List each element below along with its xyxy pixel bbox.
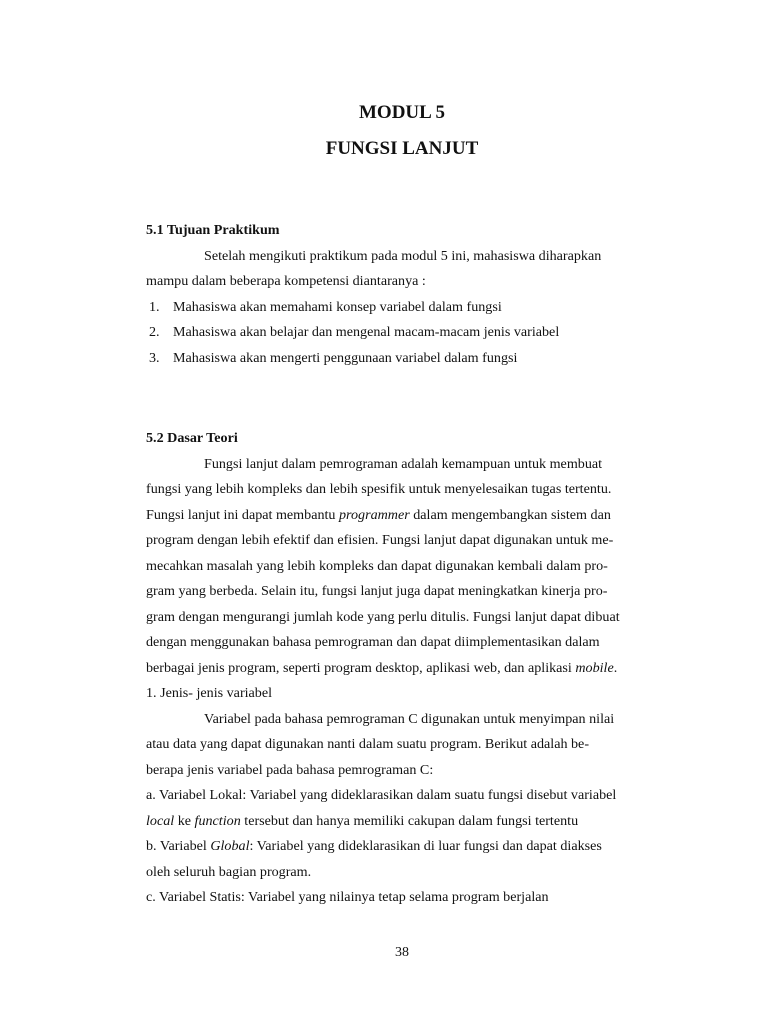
variable-global-line-2: oleh seluruh bagian program. [146, 863, 312, 880]
variable-local-line-1: a. Variabel Lokal: Variabel yang dideklarasikan dalam suatu fungsi disebut variabel [146, 787, 617, 803]
term-function: function [194, 812, 241, 829]
term-global: Global [210, 838, 250, 854]
theory-line-8: dengan menggunakan bahasa pemrograman dan dapat diimplementasikan dalam [146, 634, 600, 650]
list-item [146, 320, 658, 346]
list-text: Mahasiswa akan belajar dan mengenal macam-macam jenis variabel [173, 324, 560, 340]
variable-local-line-2: local ke function tersebut dan hanya memiliki cakupan dalam fungsi tertentu [146, 812, 579, 829]
list-text: Mahasiswa akan mengerti penggunaan variabel dalam fungsi [173, 349, 518, 366]
intro-line-1: Setelah mengikuti praktikum pada modul 5 ini, mahasiswa diharapkan [204, 247, 602, 264]
subheading-jenis-variabel: 1. Jenis- jenis variabel [146, 685, 273, 701]
theory-line-6: gram yang berbeda. Selain itu, fungsi lanjut juga dapat meningkatkan kinerja pro- [146, 583, 608, 599]
variable-line-3: berapa jenis variabel pada bahasa pemrograman C: [146, 761, 434, 778]
theory-line-1: Fungsi lanjut dalam pemrograman adalah kemampuan untuk membuat [204, 455, 603, 472]
list-text: Mahasiswa akan memahami konsep variabel dalam fungsi [173, 298, 502, 315]
variable-line-2: atau data yang dapat digunakan nanti dalam suatu program. Berikut adalah be- [146, 736, 590, 752]
term-programmer: programmer [338, 506, 410, 523]
module-title: FUNGSI LANJUT [325, 138, 479, 159]
page-body [146, 218, 658, 911]
list-number: 1. [149, 298, 160, 315]
term-local: local [146, 812, 175, 829]
variable-static-line-1: c. Variabel Statis: Variabel yang nilainya tetap selama program berjalan [146, 889, 549, 905]
section-spacer [146, 371, 658, 426]
theory-line-7: gram dengan mengurangi jumlah kode yang perlu ditulis. Fungsi lanjut dapat dibuat [146, 608, 620, 625]
list-number: 2. [149, 324, 160, 340]
theory-line-3: Fungsi lanjut ini dapat membantu programmer dalam mengembangkan sistem dan [146, 506, 611, 523]
module-number: MODUL 5 [358, 102, 446, 123]
section-heading-tujuan: 5.1 Tujuan Praktikum [146, 222, 280, 238]
variable-global-line-1: b. Variabel Global: Variabel yang dideklarasikan di luar fungsi dan dapat diakses [146, 838, 602, 854]
theory-line-9: berbagai jenis program, seperti program desktop, aplikasi web, dan aplikasi mobile. [146, 659, 618, 676]
list-number: 3. [149, 349, 160, 366]
page-number: 38 [395, 945, 409, 960]
list-item [146, 295, 658, 321]
theory-line-2: fungsi yang lebih kompleks dan lebih spesifik untuk menyelesaikan tugas tertentu. [146, 481, 612, 497]
term-mobile: mobile [575, 659, 614, 676]
intro-line-2: mampu dalam beberapa kompetensi diantaranya : [146, 273, 426, 289]
list-item [146, 346, 658, 372]
theory-line-5: mecahkan masalah yang lebih kompleks dan dapat digunakan kembali dalam pro- [146, 557, 608, 574]
variable-line-1: Variabel pada bahasa pemrograman C digunakan untuk menyimpan nilai [204, 710, 615, 727]
theory-line-4: program dengan lebih efektif dan efisien. Fungsi lanjut dapat digunakan untuk me- [146, 532, 614, 548]
section-heading-dasar-teori: 5.2 Dasar Teori [146, 430, 238, 446]
